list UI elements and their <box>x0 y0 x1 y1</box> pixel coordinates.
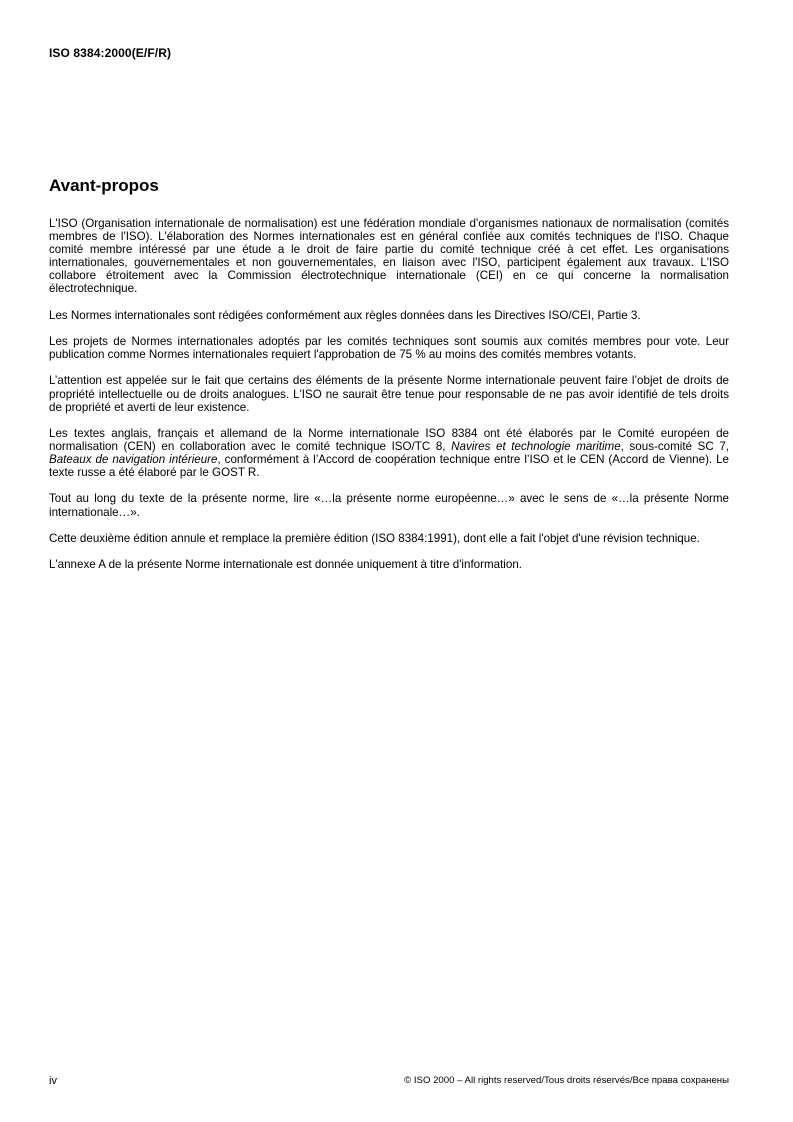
paragraph-patent-rights: L’attention est appelée sur le fait que certains des éléments de la présente Norme internationale peuvent faire l’objet de droits de propriété intellectuelle ou de droits analogues. L'ISO ne saurait être tenue pour responsable de ne pas avoir identifié de tels droits de propriété et averti de leur existence. <box>49 374 729 414</box>
paragraph-reading-note: Tout au long du texte de la présente norme, lire «…la présente norme européenne…» avec le sens de «…la présente Norme internationale…». <box>49 492 729 519</box>
section-title: Avant-propos <box>49 176 159 195</box>
paragraph-voting: Les projets de Normes internationales adoptés par les comités techniques sont soumis aux comités membres pour vote. Leur publication comme Normes internationales requiert l'approbation de 75 % au moins des comités membres votants. <box>49 335 729 362</box>
paragraph-committee-origin <box>49 427 729 479</box>
copyright-notice: © ISO 2000 – All rights reserved/Tous droits réservés/Все права сохранены <box>404 1075 729 1086</box>
document-id-header: ISO 8384:2000(E/F/R) <box>49 46 172 60</box>
paragraph-iso-organisation: L'ISO (Organisation internationale de normalisation) est une fédération mondiale d'organismes nationaux de normalisation (comités membres de l'ISO). L'élaboration des Normes internationales est en général confiée aux comités techniques de l'ISO. Chaque comité membre intéressé par une étude a le droit de faire partie du comité technique créé à cet effet. Les organisations internationales, gouvernementales et non gouvernementales, en liaison avec l'ISO, participent également aux travaux. L'ISO collabore étroitement avec la Commission électrotechnique internationale (CEI) en ce qui concerne la normalisation électrotechnique. <box>49 217 729 296</box>
committee-title-ships: Navires et technologie maritime <box>451 439 621 453</box>
committee-text-part1: Les textes anglais, français et allemand de la Norme internationale ISO 8384 ont été élaborés par le Comité européen de normalisation (CEN) en collaboration avec le comité technique ISO/TC 8, <box>49 426 729 453</box>
committee-text-part2: , sous-comité SC 7, <box>620 439 729 453</box>
subcommittee-title-inland: Bateaux de navigation intérieure <box>49 453 218 467</box>
page-footer <box>49 1075 729 1087</box>
paragraph-edition: Cette deuxième édition annule et remplace la première édition (ISO 8384:1991), dont elle a fait l'objet d'une révision technique. <box>49 531 700 545</box>
page-number: iv <box>49 1075 57 1087</box>
foreword-body <box>49 217 729 584</box>
paragraph-annex: L'annexe A de la présente Norme internationale est donnée uniquement à titre d'information. <box>49 558 522 572</box>
paragraph-directives: Les Normes internationales sont rédigées conformément aux règles données dans les Directives ISO/CEI, Partie 3. <box>49 308 641 322</box>
committee-text-part3: , conformément à l’Accord de coopération technique entre l’ISO et le CEN (Accord de Vienne). Le texte russe a été élaboré par le GOST R. <box>49 453 729 480</box>
